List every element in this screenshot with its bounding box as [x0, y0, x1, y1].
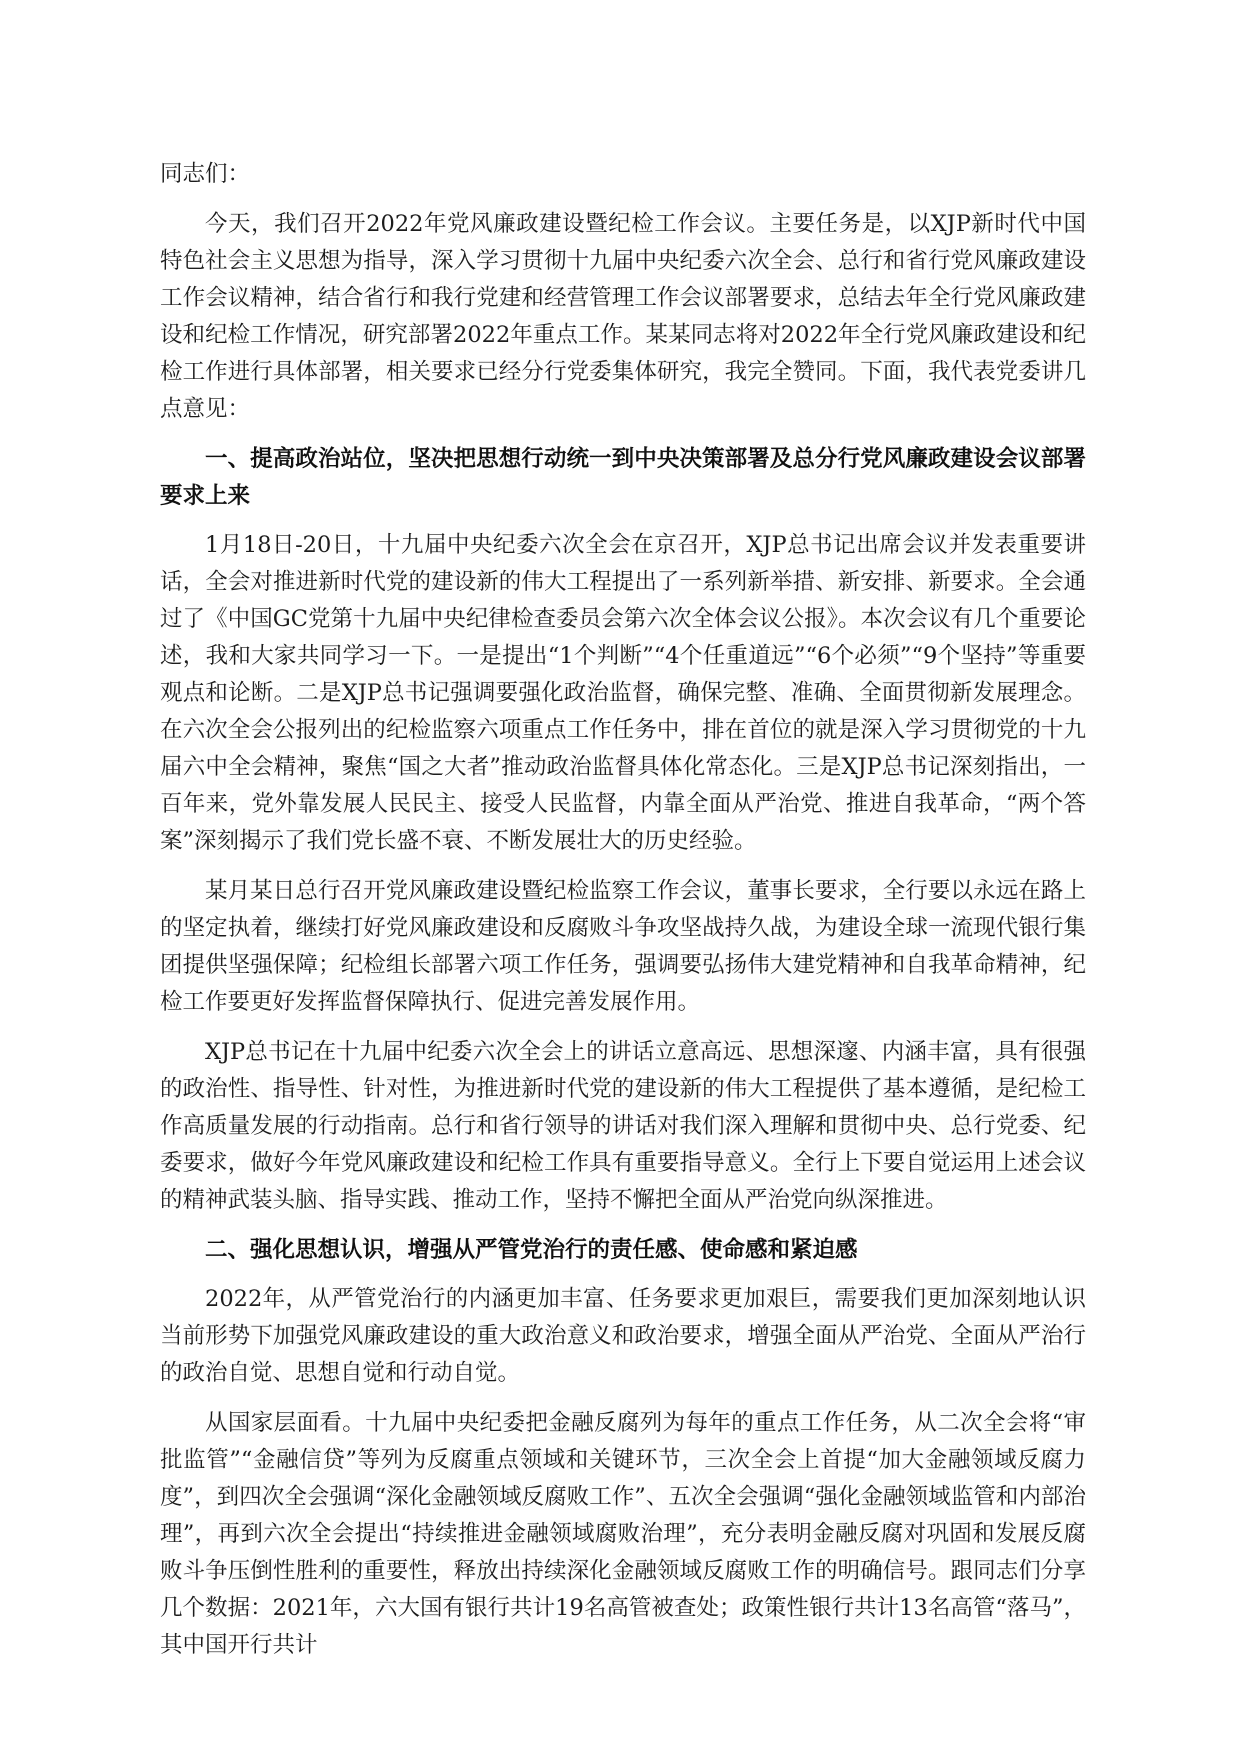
section-heading-2: 二、强化思想认识，增强从严管党治行的责任感、使命感和紧迫感 — [205, 1237, 858, 1263]
section-heading-1: 一、提高政治站位，坚决把思想行动统一到中央决策部署及总分行党风廉政建设会议部署要求上来 — [160, 446, 1086, 509]
paragraph: 1月18日-20日，十九届中央纪委六次全会在京召开，XJP总书记出席会议并发表重要讲话，全会对推进新时代党的建设新的伟大工程提出了一系列新举措、新安排、新要求。全会通过了《中国GC党第十九届中央纪律检查委员会第六次全体会议公报》。本次会议有几个重要论述，我和大家共同学习一下。一是提出“1个判断”“4个任重道远”“6个必须”“9个坚持”等重要观点和论断。二是XJP总书记强调要强化政治监督，确保完整、准确、全面贯彻新发展理念。在六次全会公报列出的纪检监察六项重点工作任务中，排在首位的就是深入学习贯彻党的十九届六中全会精神，聚焦“国之大者”推动政治监督具体化常态化。三是XJP总书记深刻指出，一百年来，党外靠发展人民民主、接受人民监督，内靠全面从严治党、推进自我革命，“两个答案”深刻揭示了我们党长盛不衰、不断发展壮大的历史经验。 — [160, 532, 1086, 854]
paragraph-intro: 今天，我们召开2022年党风廉政建设暨纪检工作会议。主要任务是，以XJP新时代中国特色社会主义思想为指导，深入学习贯彻十九届中央纪委六次全会、总行和省行党风廉政建设工作会议精神，结合省行和我行党建和经营管理工作会议部署要求，总结去年全行党风廉政建设和纪检工作情况，研究部署2022年重点工作。某某同志将对2022年全行党风廉政建设和纪检工作进行具体部署，相关要求已经分行党委集体研究，我完全赞同。下面，我代表党委讲几点意见： — [160, 211, 1086, 422]
paragraph: 某月某日总行召开党风廉政建设暨纪检监察工作会议，董事长要求，全行要以永远在路上的坚定执着，继续打好党风廉政建设和反腐败斗争攻坚战持久战，为建设全球一流现代银行集团提供坚强保障；纪检组长部署六项工作任务，强调要弘扬伟大建党精神和自我革命精神，纪检工作要更好发挥监督保障执行、促进完善发展作用。 — [160, 878, 1086, 1015]
document-body — [160, 156, 1086, 1677]
salutation: 同志们： — [160, 161, 251, 187]
paragraph: XJP总书记在十九届中纪委六次全会上的讲话立意高远、思想深邃、内涵丰富，具有很强的政治性、指导性、针对性，为推进新时代党的建设新的伟大工程提供了基本遵循，是纪检工作高质量发展的行动指南。总行和省行领导的讲话对我们深入理解和贯彻中央、总行党委、纪委要求，做好今年党风廉政建设和纪检工作具有重要指导意义。全行上下要自觉运用上述会议的精神武装头脑、指导实践、推动工作，坚持不懈把全面从严治党向纵深推进。 — [160, 1039, 1086, 1213]
paragraph: 2022年，从严管党治行的内涵更加丰富、任务要求更加艰巨，需要我们更加深刻地认识当前形势下加强党风廉政建设的重大政治意义和政治要求，增强全面从严治党、全面从严治行的政治自觉、思想自觉和行动自觉。 — [160, 1286, 1086, 1386]
paragraph: 从国家层面看。十九届中央纪委把金融反腐列为每年的重点工作任务，从二次全会将“审批监管”“金融信贷”等列为反腐重点领域和关键环节，三次全会上首提“加大金融领域反腐力度”，到四次全会强调“深化金融领域反腐败工作”、五次全会强调“强化金融领域监管和内部治理”，再到六次全会提出“持续推进金融领域腐败治理”，充分表明金融反腐对巩固和发展反腐败斗争压倒性胜利的重要性，释放出持续深化金融领域反腐败工作的明确信号。跟同志们分享几个数据：2021年，六大国有银行共计19名高管被查处；政策性银行共计13名高管“落马”，其中国开行共计 — [160, 1410, 1086, 1658]
